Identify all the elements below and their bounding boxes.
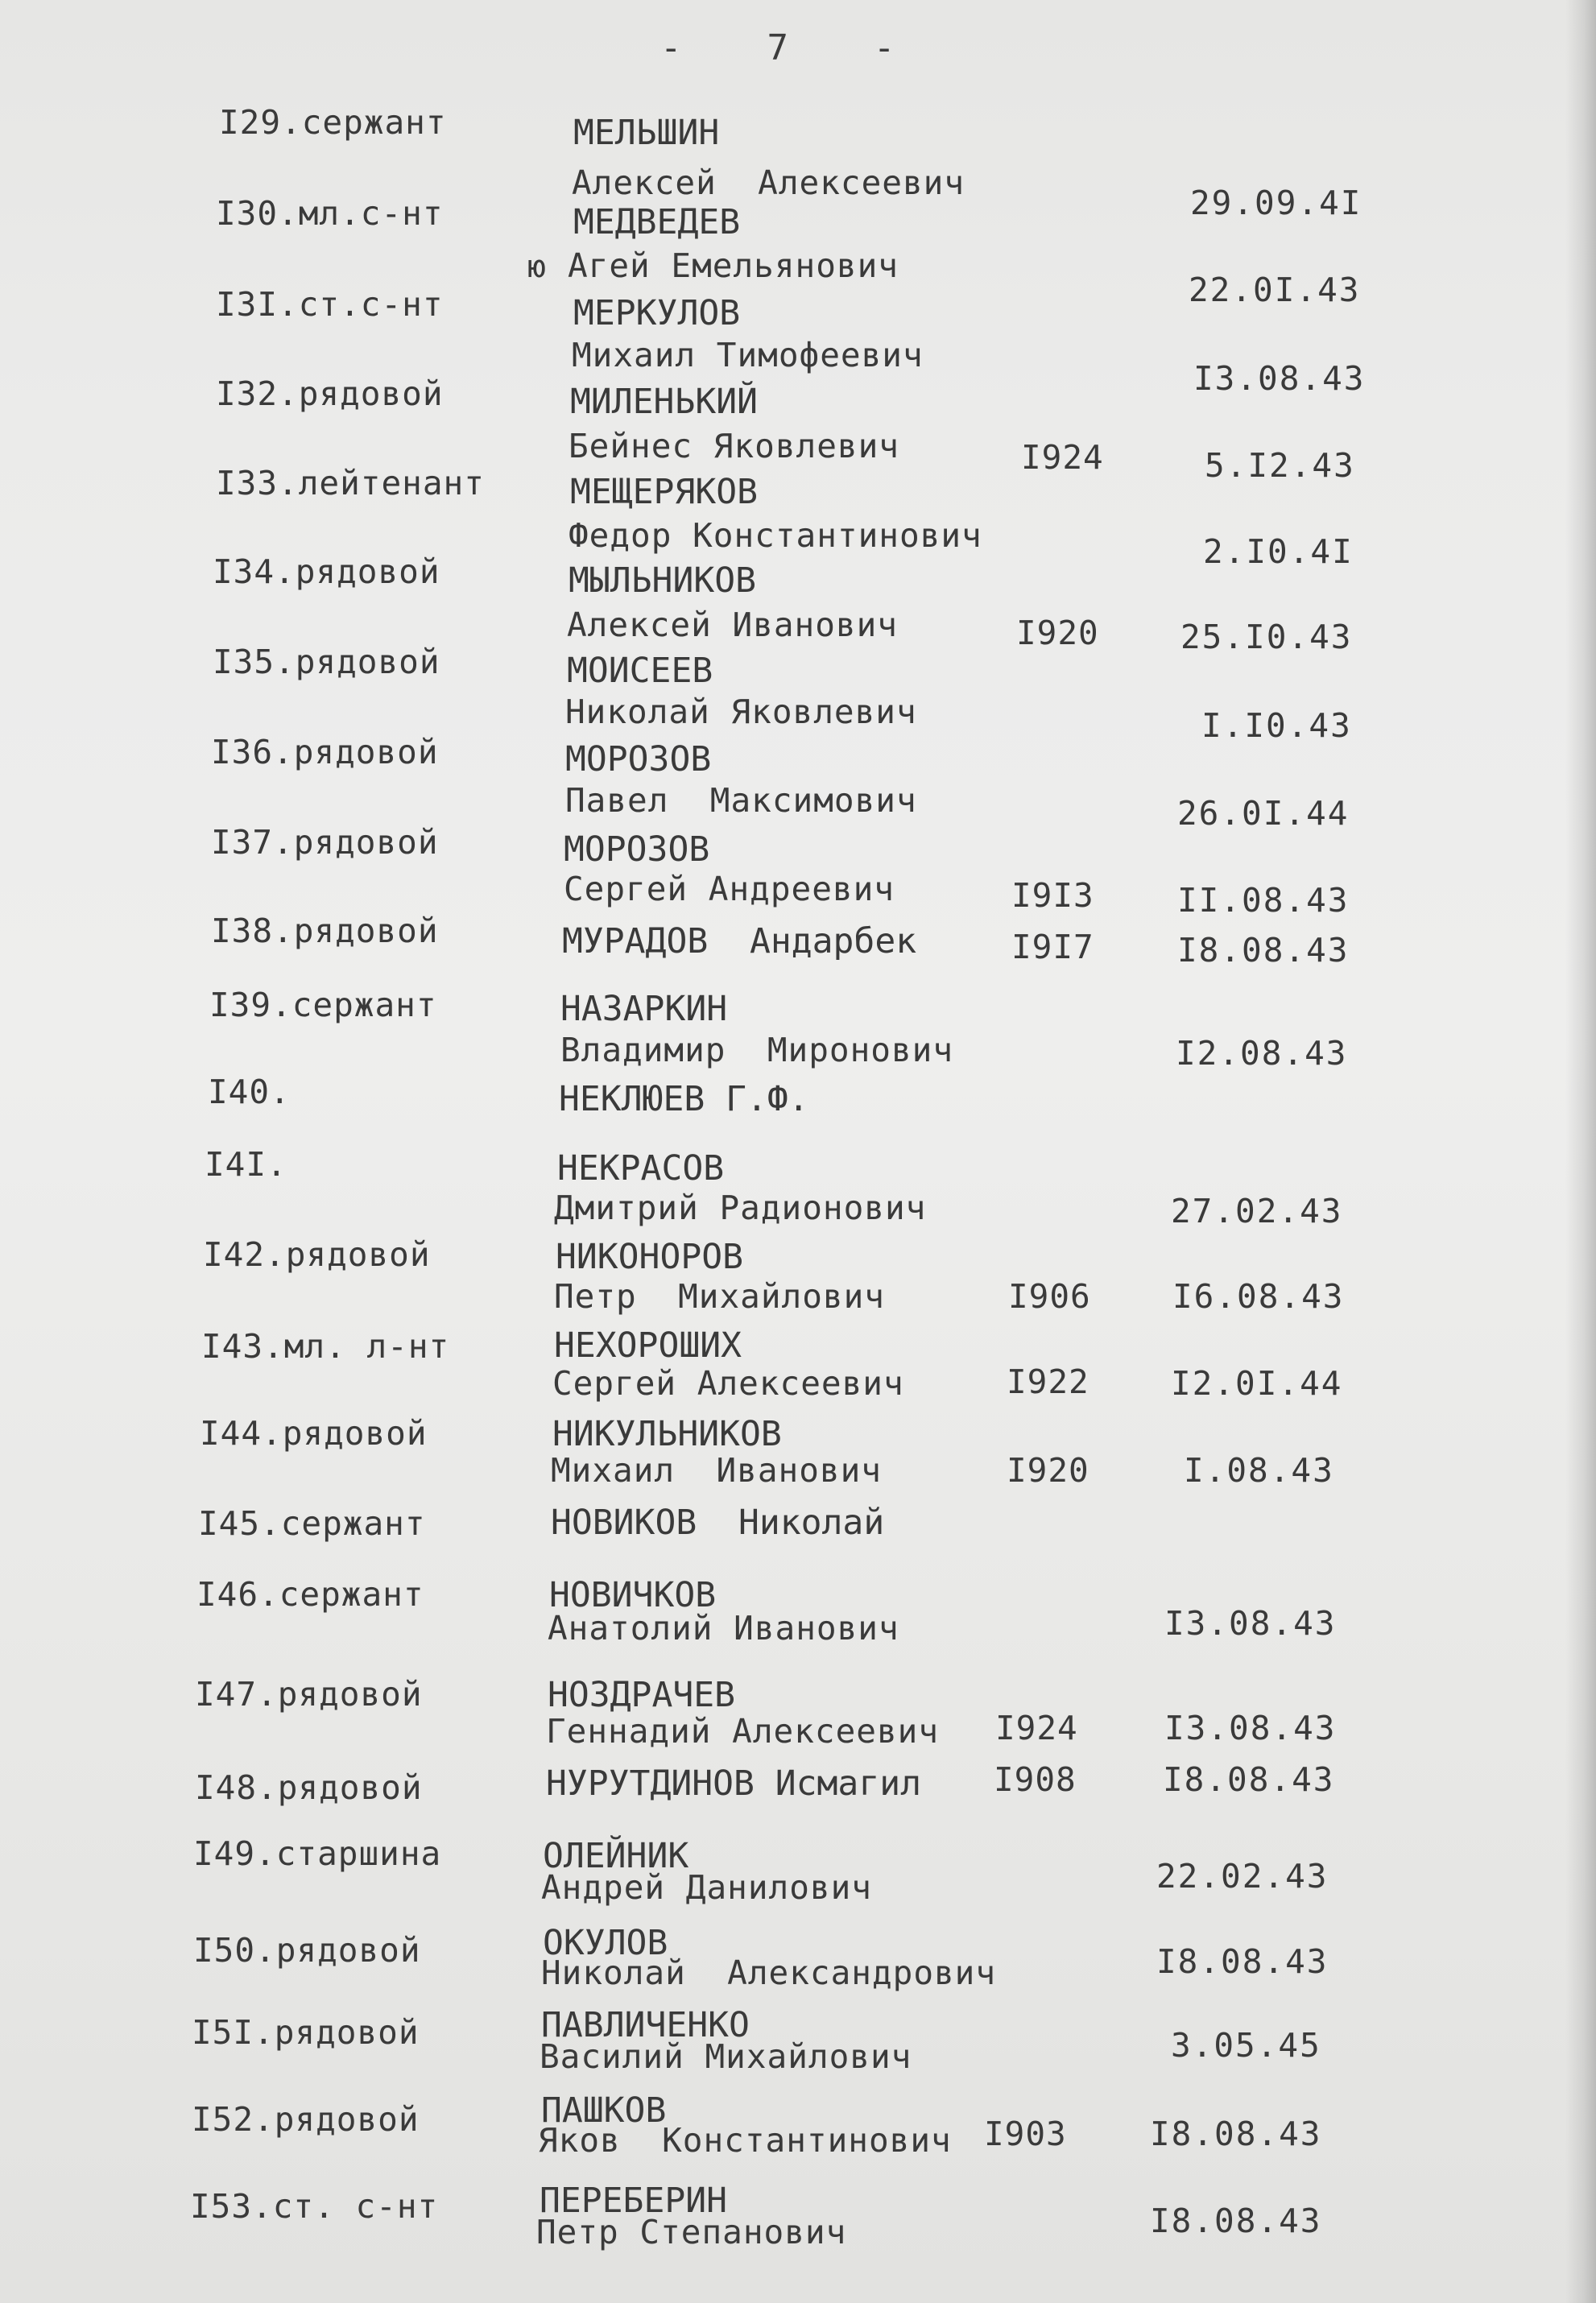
entry-date: 27.02.43 (1171, 1192, 1343, 1230)
entry-surname: НОЗДРАЧЕВ (548, 1675, 735, 1715)
entry-surname: ОКУЛОВ (543, 1923, 668, 1963)
entry-rank: I38.рядовой (211, 912, 439, 950)
entry-rank: I48.рядовой (195, 1768, 423, 1807)
entry-date: I8.08.43 (1150, 2115, 1322, 2153)
entry-surname: МЫЛЬНИКОВ (569, 560, 756, 601)
entry-surname: ПЕРЕБЕРИН (540, 2181, 727, 2221)
entry-date: II.08.43 (1177, 881, 1350, 920)
entry-given: Сергей Алексеевич (552, 1364, 904, 1403)
entry-rank: I43.мл. л-нт (201, 1327, 450, 1366)
entry-given: Бейнес Яковлевич (569, 427, 899, 465)
entry-surname: НИКОНОРОВ (556, 1237, 743, 1277)
entry-date: I2.08.43 (1176, 1034, 1348, 1073)
entry-year: I924 (1021, 438, 1104, 477)
entry-year: I9I3 (1011, 876, 1094, 915)
entry-surname: МЕЩЕРЯКОВ (570, 472, 758, 512)
entry-given: Андрей Данилович (541, 1868, 872, 1907)
entry-rank: I32.рядовой (216, 374, 444, 413)
entry-date: I8.08.43 (1150, 2202, 1322, 2240)
entry-given: Николай Александрович (541, 1954, 997, 1992)
entry-surname: МОИСЕЕВ (567, 651, 713, 691)
entry-given: Павел Максимович (565, 781, 917, 820)
entry-rank: I3I.ст.с-нт (216, 285, 444, 324)
entry-date: I8.08.43 (1177, 931, 1350, 970)
entry-surname: МИЛЕНЬКИЙ (570, 382, 758, 422)
entry-rank: I29.сержант (219, 103, 447, 142)
entry-year: I920 (1007, 1451, 1089, 1490)
entry-given: Агей Емельянович (568, 246, 899, 285)
entry-rank: I34.рядовой (213, 552, 440, 591)
entry-year: I922 (1007, 1362, 1089, 1401)
entry-year: I908 (994, 1760, 1077, 1799)
entry-given: Дмитрий Радионович (554, 1189, 927, 1227)
entry-given: Алексей Алексеевич (572, 163, 965, 202)
entry-date: I.I0.43 (1201, 706, 1352, 745)
entry-date: I.08.43 (1184, 1451, 1334, 1490)
entry-surname: НАЗАРКИН (560, 989, 728, 1029)
entry-rank: I35.рядовой (213, 643, 440, 681)
entry-year: I9I7 (1011, 928, 1094, 966)
entry-given: Михаил Иванович (551, 1451, 882, 1490)
entry-surname: НЕКЛЮЕВ Г.Ф. (559, 1079, 809, 1119)
entry-rank: I52.рядовой (192, 2100, 420, 2139)
entry-surname: ПАВЛИЧЕНКО (541, 2005, 750, 2045)
entry-rank: I49.старшина (193, 1834, 442, 1873)
entry-surname: МОРОЗОВ (564, 829, 710, 870)
entry-given: Геннадий Алексеевич (546, 1712, 939, 1751)
entry-given: Алексей Иванович (567, 606, 898, 644)
entry-date: I2.0I.44 (1171, 1364, 1343, 1403)
entry-surname: МЕРКУЛОВ (573, 293, 741, 333)
entry-date: 25.I0.43 (1180, 618, 1353, 656)
entry-rank: I46.сержант (196, 1575, 424, 1614)
entry-date: 22.0I.43 (1189, 271, 1361, 309)
entry-given: Петр Михайлович (554, 1277, 885, 1316)
entry-rank: I37.рядовой (211, 823, 439, 862)
entry-rank: I30.мл.с-нт (216, 194, 444, 233)
entry-date: 29.09.4I (1190, 184, 1362, 222)
entry-surname: МУРАДОВ Андарбек (562, 921, 917, 961)
entry-year: I906 (1008, 1277, 1091, 1316)
entry-date: 3.05.45 (1171, 2026, 1321, 2065)
entry-date: 5.I2.43 (1205, 446, 1355, 485)
entry-surname: МЕЛЬШИН (573, 113, 720, 153)
entry-rank: I47.рядовой (195, 1675, 423, 1714)
entry-given: Анатолий Иванович (548, 1609, 899, 1648)
entry-rank: I42.рядовой (203, 1235, 431, 1274)
entry-given: Петр Степанович (536, 2213, 847, 2251)
entry-date: I3.08.43 (1164, 1604, 1337, 1643)
entry-surname: МЕДВЕДЕВ (573, 202, 741, 242)
entry-date: I3.08.43 (1164, 1709, 1337, 1747)
entry-rank: I50.рядовой (193, 1931, 421, 1970)
page-number: - 7 - (660, 27, 895, 68)
entry-date: 22.02.43 (1156, 1857, 1329, 1896)
entry-surname: НОВИКОВ Николай (551, 1503, 885, 1543)
entry-given: Василий Михайлович (540, 2037, 912, 2076)
entry-rank: I45.сержант (198, 1504, 426, 1543)
entry-date: 26.0I.44 (1177, 794, 1350, 833)
entry-year: I920 (1016, 614, 1099, 652)
entry-surname: ПАШКОВ (541, 2090, 667, 2131)
entry-given: Николай Яковлевич (565, 693, 917, 731)
entry-year: I903 (984, 2115, 1067, 2153)
page-edge-shadow (1565, 0, 1596, 2303)
entry-year: I924 (995, 1709, 1078, 1747)
entry-surname: МОРОЗОВ (565, 739, 712, 779)
entry-surname: НОВИЧКОВ (549, 1575, 717, 1615)
entry-given: Федор Константинович (569, 516, 982, 555)
entry-surname: НИКУЛЬНИКОВ (552, 1414, 782, 1454)
entry-rank: I39.сержант (209, 986, 437, 1024)
entry-date: I6.08.43 (1172, 1277, 1345, 1316)
entry-rank: I5I.рядовой (192, 2013, 420, 2052)
entry-rank: I44.рядовой (200, 1414, 428, 1453)
entry-date: I8.08.43 (1156, 1942, 1329, 1981)
entry-surname: ОЛЕЙНИК (543, 1836, 689, 1876)
entry-rank: I33.лейтенант (216, 464, 485, 502)
entry-date: 2.I0.4I (1203, 532, 1354, 571)
entry-surname: НУРУТДИНОВ Исмагил (546, 1763, 921, 1804)
entry-date: I8.08.43 (1163, 1760, 1335, 1799)
entry-rank: I40. (208, 1073, 291, 1111)
entry-given: Яков Константинович (538, 2121, 952, 2160)
margin-mark: ю (527, 249, 547, 284)
entry-rank: I4I. (205, 1145, 287, 1184)
entry-rank: I36.рядовой (211, 733, 439, 771)
entry-date: I3.08.43 (1193, 359, 1366, 398)
entry-surname: НЕХОРОШИХ (554, 1325, 742, 1366)
entry-given: Михаил Тимофеевич (572, 336, 924, 374)
entry-rank: I53.ст. с-нт (190, 2187, 439, 2226)
entry-given: Сергей Андреевич (564, 870, 895, 908)
entry-given: Владимир Миронович (560, 1031, 953, 1069)
entry-surname: НЕКРАСОВ (557, 1148, 725, 1189)
